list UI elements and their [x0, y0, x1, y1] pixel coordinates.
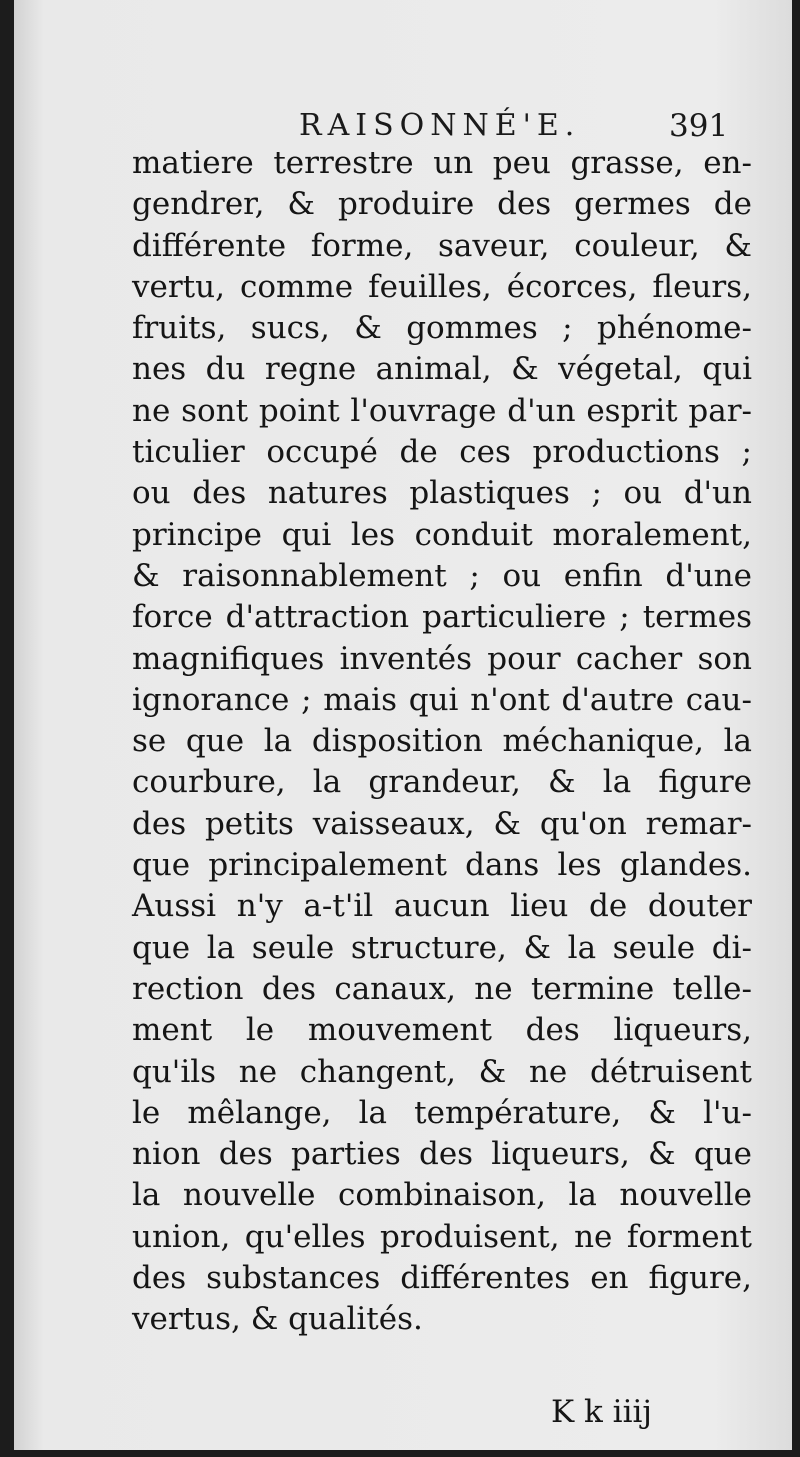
signature-mark: K k iiij: [551, 1394, 653, 1430]
text-line: des petits vaisseaux, & qu'on remar-: [132, 805, 752, 842]
text-line: nion des parties des liqueurs, & que: [132, 1136, 752, 1173]
text-line: que la seule structure, & la seule di-: [132, 929, 752, 966]
text-line: ou des natures plastiques ; ou d'un: [132, 475, 752, 512]
text-line: ment le mouvement des liqueurs,: [132, 1012, 752, 1049]
text-line: magnifiques inventés pour cacher son: [132, 640, 752, 677]
text-line: force d'attraction particuliere ; termes: [132, 599, 752, 636]
text-line: courbure, la grandeur, & la figure: [132, 764, 752, 801]
text-line: que principalement dans les glandes.: [132, 847, 752, 884]
text-line: rection des canaux, ne termine telle-: [132, 970, 752, 1007]
text-line: la nouvelle combinaison, la nouvelle: [132, 1177, 752, 1214]
text-line: Aussi n'y a-t'il aucun lieu de douter: [132, 888, 752, 925]
text-line: ne sont point l'ouvrage d'un esprit par-: [132, 392, 752, 429]
page-header: [14, 104, 792, 148]
body-text: [132, 143, 752, 1341]
text-line: gendrer, & produire des germes de: [132, 186, 752, 223]
text-line: qu'ils ne changent, & ne détruisent: [132, 1053, 752, 1090]
text-line: ignorance ; mais qui n'ont d'autre cau-: [132, 681, 752, 718]
text-line: nes du regne animal, & végetal, qui: [132, 351, 752, 388]
text-line: vertu, comme feuilles, écorces, fleurs,: [132, 268, 752, 305]
book-page: [14, 0, 792, 1450]
text-line: le mêlange, la température, & l'u-: [132, 1094, 752, 1131]
text-line: matiere terrestre un peu grasse, en-: [132, 145, 752, 181]
text-line: des substances différentes en figure,: [132, 1260, 752, 1297]
text-line: se que la disposition méchanique, la: [132, 723, 752, 760]
running-head: RAISONNÉ'E.: [299, 108, 581, 143]
text-line: vertus, & qualités.: [132, 1301, 423, 1338]
page-number: 391: [669, 108, 729, 144]
text-line: principe qui les conduit moralement,: [132, 516, 752, 553]
text-line: & raisonnablement ; ou enfin d'une: [132, 557, 752, 594]
text-line: ticulier occupé de ces productions ;: [132, 434, 752, 471]
text-line: union, qu'elles produisent, ne forment: [132, 1218, 752, 1255]
text-line: fruits, sucs, & gommes ; phénome-: [132, 310, 752, 347]
text-line: différente forme, saveur, couleur, &: [132, 227, 752, 264]
